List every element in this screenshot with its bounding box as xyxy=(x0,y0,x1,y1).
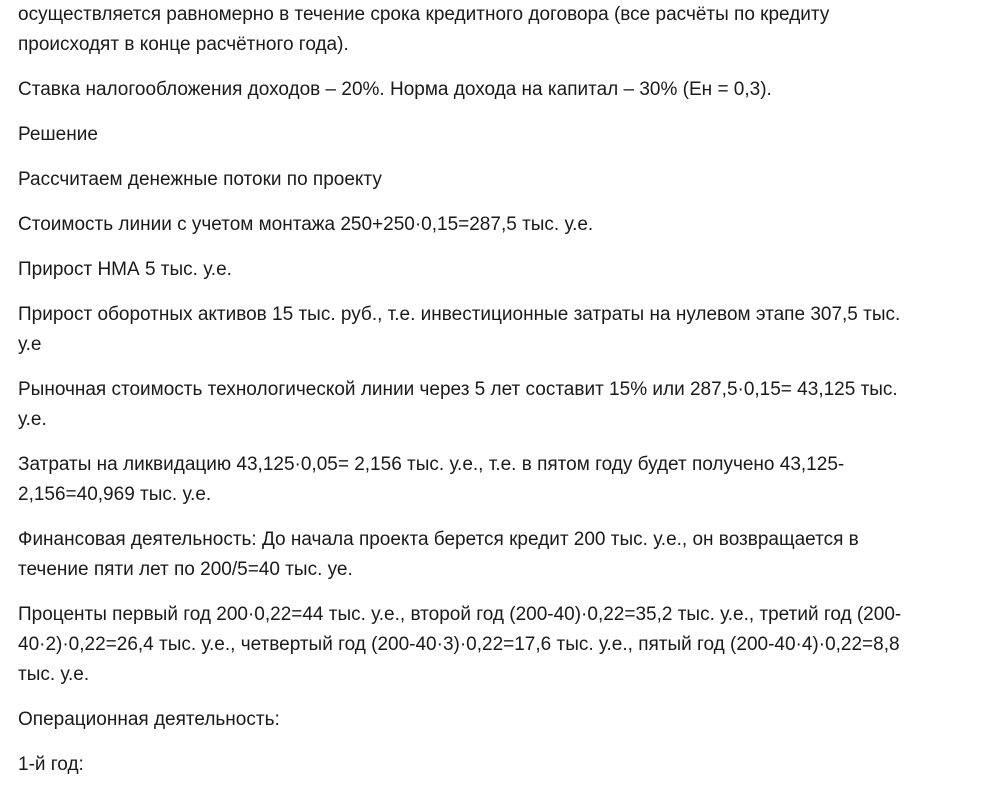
paragraph xyxy=(18,525,968,585)
paragraph xyxy=(18,165,968,195)
text-line: Проценты первый год 200·0,22=44 тыс. у.е., второй год (200-40)·0,22=35,2 тыс. у.е., третий год (200- xyxy=(18,604,902,625)
paragraph xyxy=(18,255,968,285)
text-line: течение пяти лет по 200/5=40 тыс. уе. xyxy=(18,559,353,580)
paragraph xyxy=(18,120,968,150)
document-body xyxy=(18,0,968,795)
text-line: осуществляется равномерно в течение срока кредитного договора (все расчёты по кредиту xyxy=(18,4,830,25)
text-line: у.е xyxy=(18,334,42,355)
paragraph xyxy=(18,750,968,780)
paragraph xyxy=(18,600,968,690)
text-line: происходят в конце расчётного года). xyxy=(18,34,349,55)
paragraph xyxy=(18,300,968,360)
text-line: Решение xyxy=(18,124,98,145)
text-line: Прирост оборотных активов 15 тыс. руб., т.е. инвестиционные затраты на нулевом этапе 307,5 тыс. xyxy=(18,304,901,325)
text-line: 1-й год: xyxy=(18,754,84,775)
paragraph xyxy=(18,450,968,510)
text-line: у.е. xyxy=(18,409,47,430)
text-line: Рассчитаем денежные потоки по проекту xyxy=(18,169,382,190)
text-line: 2,156=40,969 тыс. у.е. xyxy=(18,484,212,505)
text-line: Рыночная стоимость технологической линии через 5 лет составит 15% или 287,5·0,15= 43,125 тыс. xyxy=(18,379,898,400)
text-line: Затраты на ликвидацию 43,125·0,05= 2,156 тыс. у.е., т.е. в пятом году будет получено 43,125- xyxy=(18,454,845,475)
paragraph xyxy=(18,705,968,735)
text-line: Ставка налогообложения доходов – 20%. Норма дохода на капитал – 30% (Ен = 0,3). xyxy=(18,79,772,100)
text-line: Прирост НМА 5 тыс. у.е. xyxy=(18,259,232,280)
text-line: Стоимость линии с учетом монтажа 250+250·0,15=287,5 тыс. у.е. xyxy=(18,214,594,235)
paragraph xyxy=(18,0,968,60)
paragraph xyxy=(18,75,968,105)
text-line: тыс. у.е. xyxy=(18,664,90,685)
paragraph xyxy=(18,375,968,435)
paragraph xyxy=(18,210,968,240)
text-line: Операционная деятельность: xyxy=(18,709,280,730)
text-line: 40·2)·0,22=26,4 тыс. у.е., четвертый год (200-40·3)·0,22=17,6 тыс. у.е., пятый год (200-40·4)·0,22=8,8 xyxy=(18,634,900,655)
text-line: Финансовая деятельность: До начала проекта берется кредит 200 тыс. у.е., он возвращается в xyxy=(18,529,859,550)
